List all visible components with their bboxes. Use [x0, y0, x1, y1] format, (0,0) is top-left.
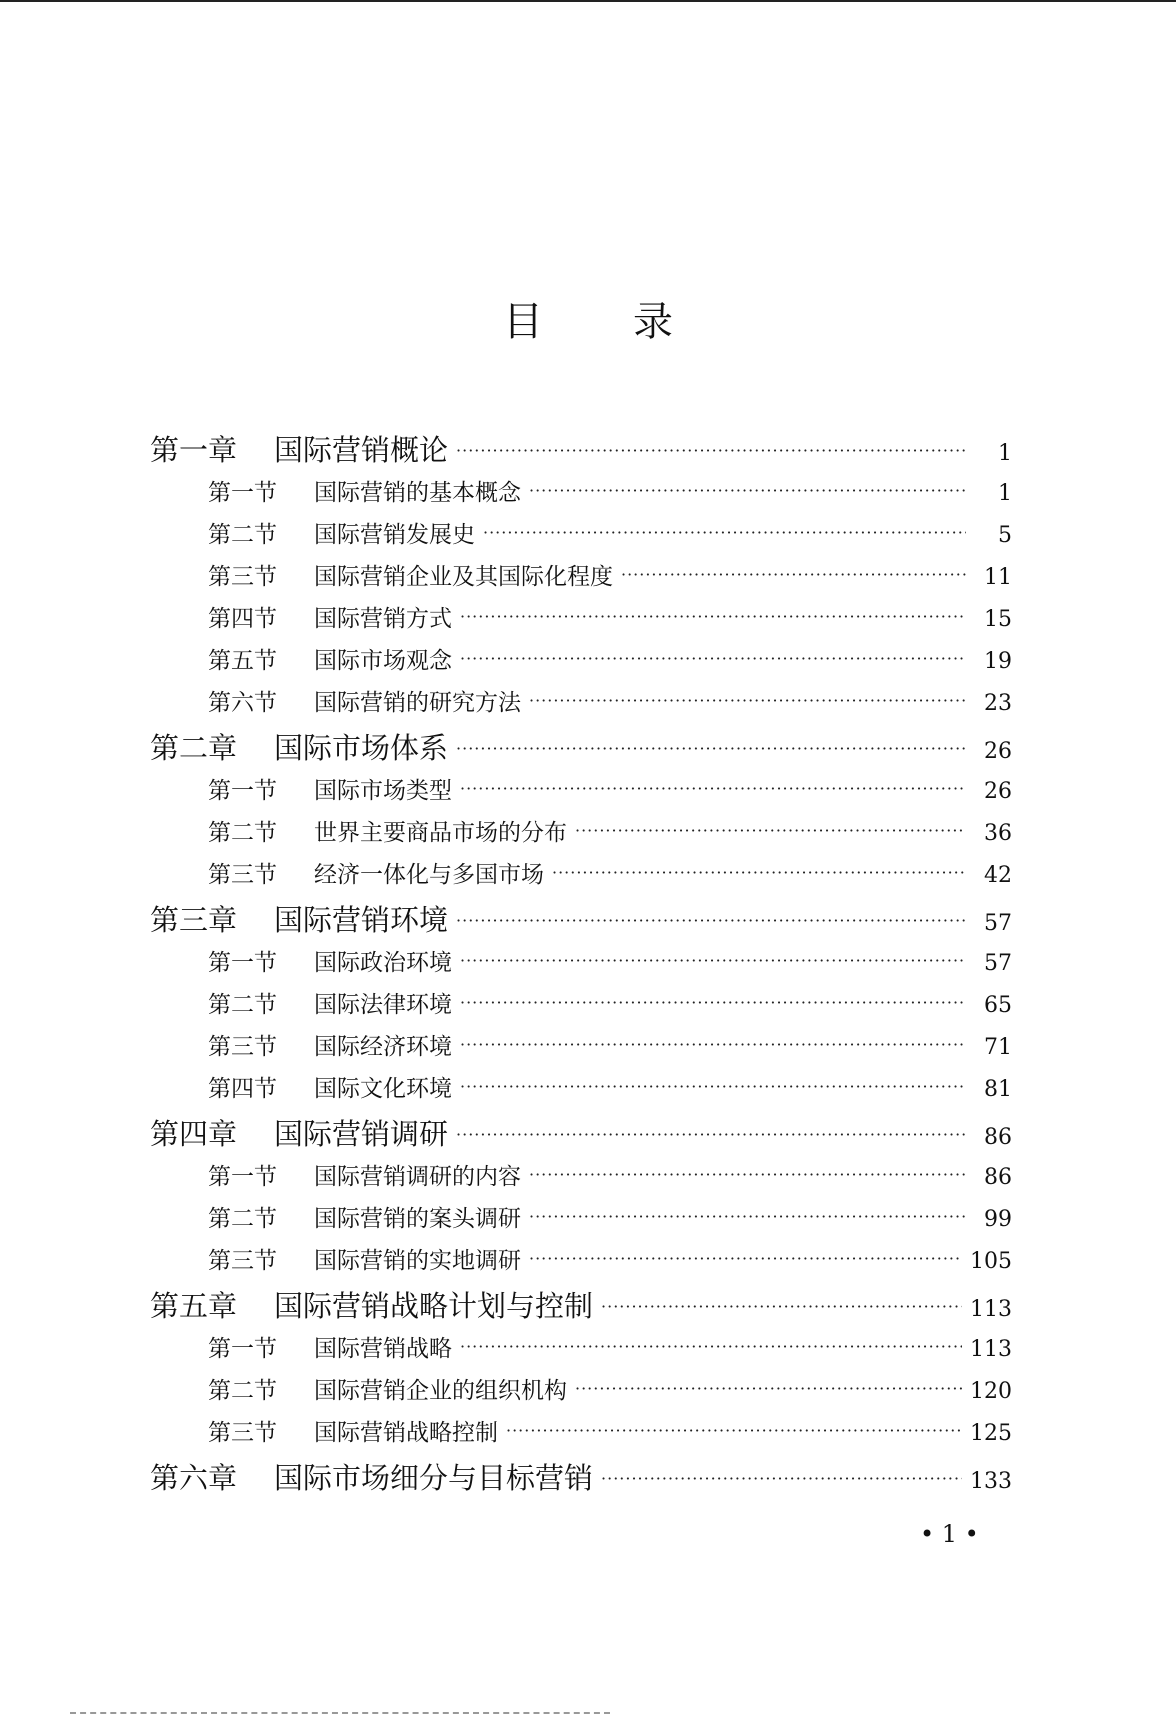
dot-leader	[460, 649, 966, 668]
chapter-number: 第四章	[150, 1117, 238, 1151]
page-number: 36	[984, 821, 1012, 846]
title-char-2: 录	[633, 299, 673, 345]
section-title: 国际营销战略	[314, 1336, 452, 1362]
dot-leader	[460, 1337, 962, 1356]
section-number: 第三节	[208, 1420, 277, 1446]
table-of-contents	[150, 428, 1012, 1502]
section-number: 第一节	[208, 778, 277, 804]
chapter-number: 第五章	[150, 1289, 238, 1323]
toc-chapter-row	[150, 1456, 1012, 1502]
chapter-title: 国际营销概论	[274, 433, 449, 467]
chapter-number: 第六章	[150, 1461, 238, 1495]
dot-leader	[621, 565, 966, 584]
page-number: 11	[984, 565, 1012, 590]
dot-leader	[456, 911, 966, 930]
page-number: 71	[984, 1035, 1012, 1060]
dot-leader	[460, 951, 966, 970]
section-title: 国际经济环境	[314, 1034, 452, 1060]
chapter-title: 国际市场细分与目标营销	[274, 1461, 594, 1495]
toc-chapter-row	[150, 1112, 1012, 1158]
section-title: 经济一体化与多国市场	[314, 862, 544, 888]
section-title: 国际市场观念	[314, 648, 452, 674]
page-number: 26	[984, 779, 1012, 804]
section-number: 第三节	[208, 564, 277, 590]
toc-section-row	[150, 986, 1012, 1028]
dot-leader	[529, 1165, 966, 1184]
toc-chapter-row	[150, 726, 1012, 772]
page-number: 86	[984, 1165, 1012, 1190]
page-number: 15	[984, 607, 1012, 632]
toc-chapter-row	[150, 1284, 1012, 1330]
section-title: 世界主要商品市场的分布	[314, 820, 567, 846]
toc-chapter-row	[150, 428, 1012, 474]
toc-section-row	[150, 1158, 1012, 1200]
section-number: 第二节	[208, 522, 277, 548]
page-number: 23	[984, 691, 1012, 716]
chapter-title: 国际营销战略计划与控制	[274, 1289, 594, 1323]
chapter-number: 第一章	[150, 433, 238, 467]
dot-leader	[529, 691, 966, 710]
page-number: 125	[970, 1421, 1012, 1446]
toc-section-row	[150, 1200, 1012, 1242]
title-char-1: 目	[503, 299, 543, 345]
section-title: 国际法律环境	[314, 992, 452, 1018]
section-title: 国际营销的案头调研	[314, 1206, 521, 1232]
section-number: 第二节	[208, 820, 277, 846]
toc-section-row	[150, 856, 1012, 898]
page-number: 105	[970, 1249, 1012, 1274]
chapter-number: 第三章	[150, 903, 238, 937]
page-number: 65	[984, 993, 1012, 1018]
section-number: 第一节	[208, 480, 277, 506]
dot-leader	[506, 1421, 962, 1440]
page-number: 81	[984, 1077, 1012, 1102]
page-number-footer: • 1 •	[920, 1520, 979, 1548]
section-number: 第三节	[208, 862, 277, 888]
page-number: 1	[998, 441, 1012, 466]
dot-leader	[460, 779, 966, 798]
dot-leader	[456, 739, 966, 758]
toc-section-row	[150, 516, 1012, 558]
section-number: 第三节	[208, 1034, 277, 1060]
dot-leader	[456, 1125, 966, 1144]
section-title: 国际市场类型	[314, 778, 452, 804]
section-number: 第三节	[208, 1248, 277, 1274]
section-number: 第四节	[208, 606, 277, 632]
section-title: 国际营销的实地调研	[314, 1248, 521, 1274]
top-border-line	[0, 0, 1176, 2]
section-number: 第一节	[208, 1336, 277, 1362]
page-title	[0, 290, 1176, 347]
section-title: 国际营销方式	[314, 606, 452, 632]
toc-section-row	[150, 1372, 1012, 1414]
dot-leader	[529, 1249, 962, 1268]
dot-leader	[575, 1379, 962, 1398]
section-title: 国际文化环境	[314, 1076, 452, 1102]
toc-section-row	[150, 684, 1012, 726]
toc-chapter-row	[150, 898, 1012, 944]
dot-leader	[601, 1469, 962, 1488]
toc-section-row	[150, 1242, 1012, 1284]
page-number: 113	[970, 1297, 1012, 1322]
section-title: 国际营销的基本概念	[314, 480, 521, 506]
page-number: 120	[970, 1379, 1012, 1404]
bottom-scan-artifact	[70, 1712, 610, 1715]
toc-section-row	[150, 772, 1012, 814]
page-number: 1	[998, 481, 1012, 506]
dot-leader	[460, 993, 966, 1012]
chapter-title: 国际营销环境	[274, 903, 449, 937]
dot-leader	[460, 1035, 966, 1054]
section-number: 第二节	[208, 992, 277, 1018]
page-number: 113	[970, 1337, 1012, 1362]
section-number: 第四节	[208, 1076, 277, 1102]
toc-section-row	[150, 1330, 1012, 1372]
toc-section-row	[150, 474, 1012, 516]
chapter-title: 国际市场体系	[274, 731, 449, 765]
section-number: 第六节	[208, 690, 277, 716]
toc-section-row	[150, 944, 1012, 986]
section-number: 第一节	[208, 950, 277, 976]
dot-leader	[460, 1077, 966, 1096]
dot-leader	[529, 481, 966, 500]
dot-leader	[529, 1207, 966, 1226]
section-number: 第一节	[208, 1164, 277, 1190]
section-number: 第二节	[208, 1206, 277, 1232]
toc-section-row	[150, 600, 1012, 642]
section-title: 国际营销调研的内容	[314, 1164, 521, 1190]
chapter-title: 国际营销调研	[274, 1117, 449, 1151]
toc-section-row	[150, 1414, 1012, 1456]
page-number: 86	[984, 1125, 1012, 1150]
section-title: 国际营销的研究方法	[314, 690, 521, 716]
dot-leader	[552, 863, 966, 882]
toc-section-row	[150, 1028, 1012, 1070]
chapter-number: 第二章	[150, 731, 238, 765]
toc-section-row	[150, 1070, 1012, 1112]
dot-leader	[483, 523, 966, 542]
dot-leader	[456, 441, 966, 460]
page-number: 42	[984, 863, 1012, 888]
section-title: 国际营销企业及其国际化程度	[314, 564, 613, 590]
page-number: 57	[984, 951, 1012, 976]
section-title: 国际营销战略控制	[314, 1420, 498, 1446]
dot-leader	[601, 1297, 962, 1316]
dot-leader	[460, 607, 966, 626]
section-title: 国际营销发展史	[314, 522, 475, 548]
toc-section-row	[150, 642, 1012, 684]
page-number: 26	[984, 739, 1012, 764]
page-number: 19	[984, 649, 1012, 674]
page-number: 99	[984, 1207, 1012, 1232]
page-number: 57	[984, 911, 1012, 936]
page-number: 5	[998, 523, 1012, 548]
page-number: 133	[970, 1469, 1012, 1494]
section-title: 国际营销企业的组织机构	[314, 1378, 567, 1404]
dot-leader	[575, 821, 966, 840]
section-title: 国际政治环境	[314, 950, 452, 976]
toc-section-row	[150, 558, 1012, 600]
section-number: 第五节	[208, 648, 277, 674]
toc-section-row	[150, 814, 1012, 856]
section-number: 第二节	[208, 1378, 277, 1404]
